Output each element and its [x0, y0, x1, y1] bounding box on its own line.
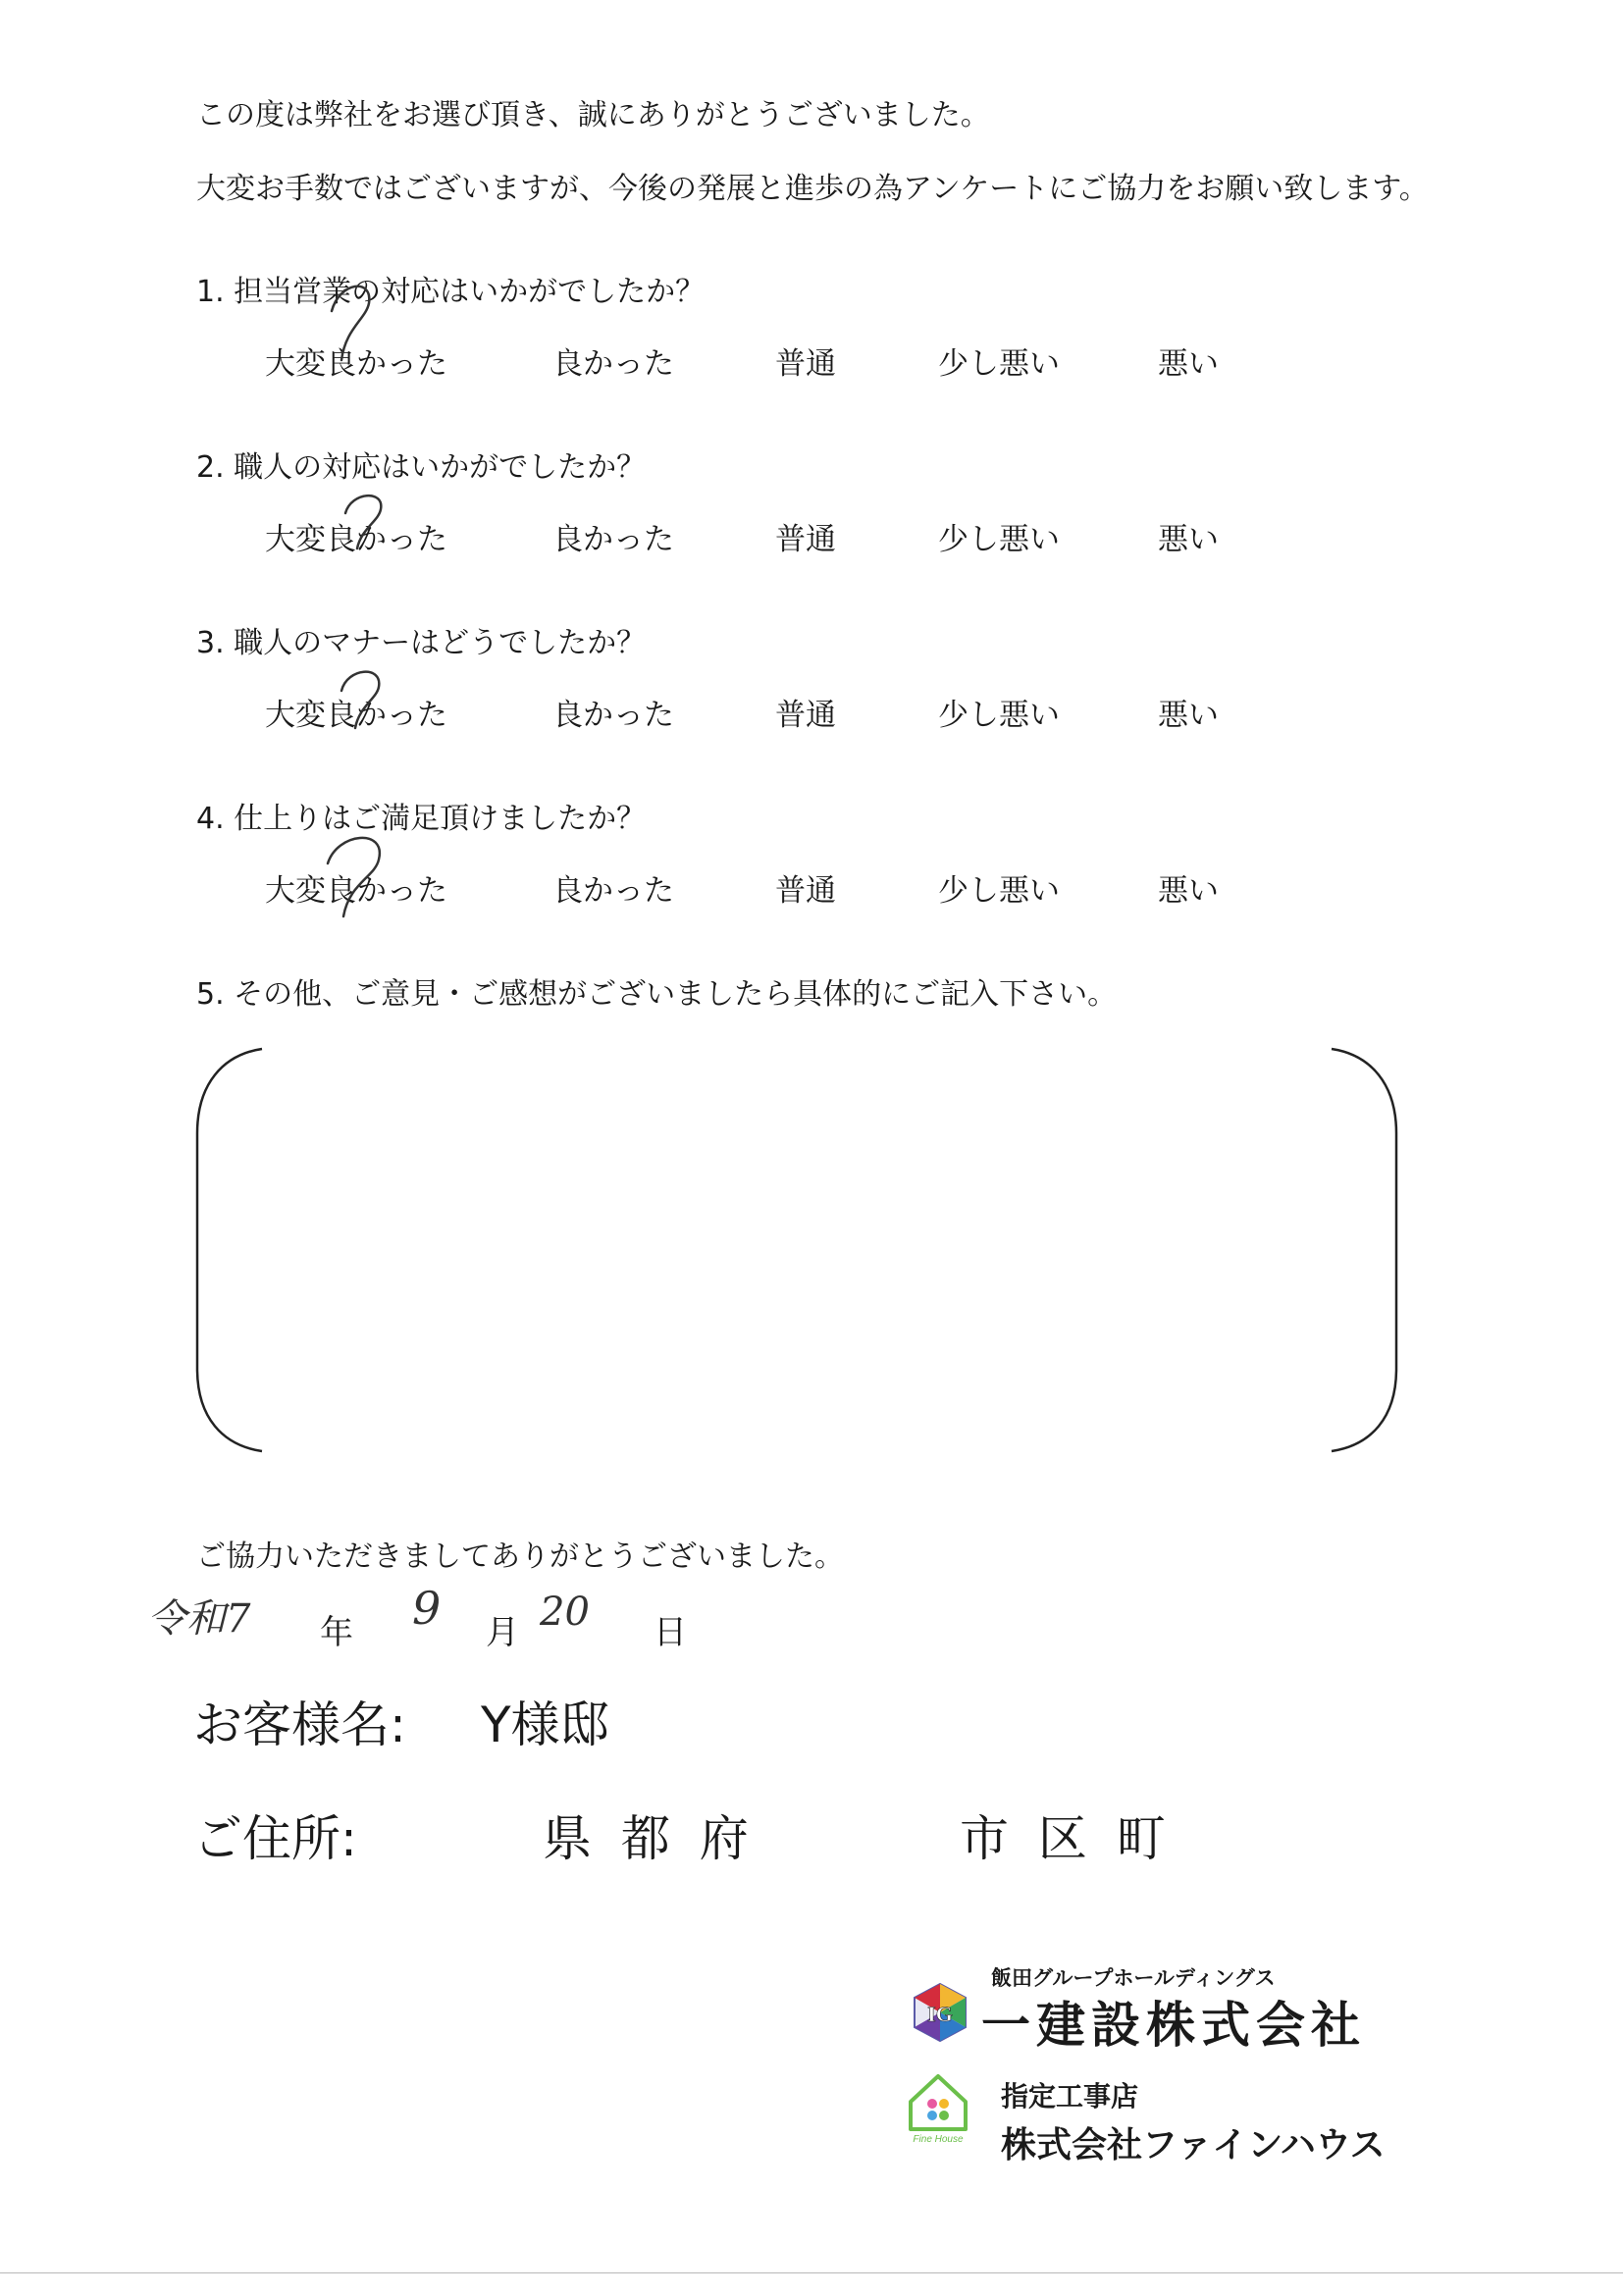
q4-selection-mark — [306, 822, 404, 930]
question-2-text: 2. 職人の対応はいかがでしたか？ — [196, 450, 647, 485]
q4-option-very-good[interactable]: 大変良かった — [265, 873, 447, 909]
company-name: 一建設株式会社 — [981, 1997, 1366, 2054]
fine-house-logo — [901, 2068, 975, 2145]
ig-logo — [911, 1982, 969, 2043]
question-3-text: 3. 職人のマナーはどうでしたか？ — [196, 626, 647, 660]
footer-divider — [0, 2272, 1623, 2273]
address-label: ご住所: — [193, 1810, 357, 1867]
intro-line-1: この度は弊社をお選び頂き、誠にありがとうございました。 — [196, 98, 990, 132]
q3-option-good[interactable]: 良かった — [552, 698, 674, 733]
question-1-text: 1. 担当営業の対応はいかがでしたか？ — [196, 275, 706, 309]
q2-option-bad[interactable]: 悪い — [1158, 522, 1219, 557]
date-year-label: 年 — [320, 1613, 353, 1652]
question-5-text: 5. その他、ご意見・ご感想がございましたら具体的にご記入下さい。 — [196, 977, 1118, 1012]
q3-option-very-good[interactable]: 大変良かった — [265, 698, 447, 733]
q1-option-good[interactable]: 良かった — [552, 346, 674, 382]
q2-option-normal[interactable]: 普通 — [775, 522, 836, 557]
ig-logo-text: IG — [927, 2002, 953, 2026]
date-month-label: 月 — [486, 1613, 519, 1652]
contractor-name: 株式会社ファインハウス — [1001, 2125, 1386, 2166]
date-day-handwritten: 20 — [540, 1590, 590, 1635]
q3-option-slightly-bad[interactable]: 少し悪い — [938, 698, 1060, 733]
designated-contractor-label: 指定工事店 — [1001, 2080, 1139, 2113]
q1-option-very-good[interactable]: 大変良かった — [265, 346, 447, 382]
customer-name-label: お客様名: — [193, 1696, 406, 1753]
q4-option-normal[interactable]: 普通 — [775, 873, 836, 909]
q3-selection-mark — [324, 659, 402, 738]
q3-option-normal[interactable]: 普通 — [775, 698, 836, 733]
q1-option-normal[interactable]: 普通 — [775, 346, 836, 382]
q1-option-slightly-bad[interactable]: 少し悪い — [938, 346, 1060, 382]
address-city-suffix: 市 区 町 — [960, 1810, 1166, 1867]
q1-option-bad[interactable]: 悪い — [1158, 346, 1219, 382]
address-prefecture-suffix: 県 都 府 — [543, 1810, 749, 1867]
question-4-text: 4. 仕上りはご満足頂けましたか？ — [196, 802, 647, 836]
comment-box[interactable] — [193, 1045, 1400, 1457]
q4-option-slightly-bad[interactable]: 少し悪い — [938, 873, 1060, 909]
date-era-handwritten: 令和7 — [147, 1596, 251, 1642]
q3-option-bad[interactable]: 悪い — [1158, 698, 1219, 733]
q4-option-bad[interactable]: 悪い — [1158, 873, 1219, 909]
q4-option-good[interactable]: 良かった — [552, 873, 674, 909]
company-group-name: 飯田グループホールディングス — [991, 1966, 1276, 1990]
thanks-text: ご協力いただきましてありがとうございました。 — [196, 1539, 844, 1574]
q2-selection-mark — [332, 484, 400, 562]
q2-option-very-good[interactable]: 大変良かった — [265, 522, 447, 557]
customer-name-value: Y様邸 — [481, 1696, 609, 1753]
q2-option-good[interactable]: 良かった — [552, 522, 674, 557]
q2-option-slightly-bad[interactable]: 少し悪い — [938, 522, 1060, 557]
intro-line-2: 大変お手数ではございますが、今後の発展と進歩の為アンケートにご協力をお願い致します。 — [196, 172, 1429, 206]
date-day-label: 日 — [654, 1613, 687, 1652]
q1-selection-mark — [312, 270, 391, 388]
date-month-handwritten: 9 — [412, 1582, 442, 1635]
fine-house-logo-text: Fine House — [913, 2134, 964, 2145]
